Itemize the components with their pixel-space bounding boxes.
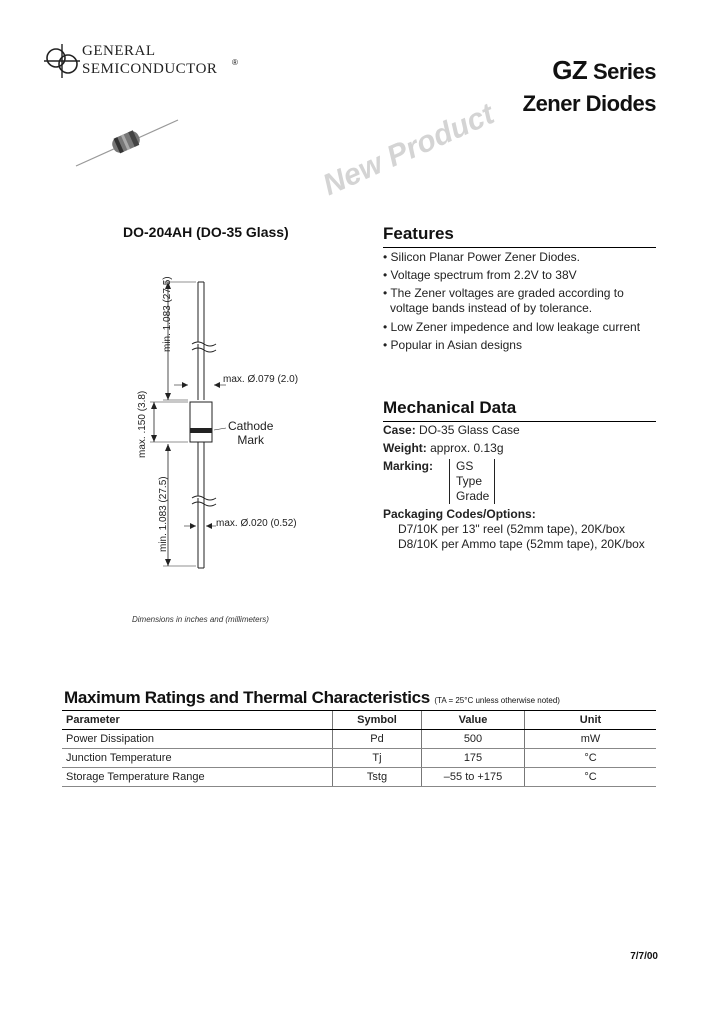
logo-line-2: SEMICONDUCTOR (82, 61, 218, 77)
series-prefix: GZ (552, 55, 588, 85)
ratings-title: Maximum Ratings and Thermal Characteristics (TA = 25°C unless otherwise noted) (64, 688, 560, 707)
marking-row: Marking: GS Type Grade (383, 459, 683, 503)
dimensions-note: Dimensions in inches and (millimeters) (132, 615, 269, 624)
cathode-mark-label (228, 419, 273, 447)
packaging-row: Packaging Codes/Options: D7/10K per 13" reel (52mm tape), 20K/box D8/10K per Ammo tape (52mm tape), 20K/box (383, 507, 683, 552)
cell-value: 500 (422, 730, 525, 749)
table-row (62, 730, 656, 749)
logo-line-1: GENERAL (82, 43, 156, 59)
marking-line: Grade (456, 489, 490, 503)
header-parameter: Parameter (62, 711, 333, 730)
cell-parameter: Power Dissipation (62, 730, 333, 749)
dim-body-diameter: max. Ø.079 (2.0) (223, 374, 299, 385)
packaging-line: D7/10K per 13" reel (52mm tape), 20K/box (398, 522, 626, 536)
header-symbol: Symbol (333, 711, 422, 730)
feature-item: • Popular in Asian designs (383, 338, 522, 352)
feature-item: • The Zener voltages are graded according to voltage bands instead of by tolerance. (383, 286, 624, 315)
registered-mark: ® (232, 58, 238, 67)
cell-unit: °C (525, 749, 657, 768)
cell-value: 175 (422, 749, 525, 768)
features-title: Features (383, 224, 656, 248)
ratings-table (62, 710, 656, 787)
cathode-label-line2: Mark (237, 433, 265, 447)
page-subtitle: Zener Diodes (522, 91, 656, 116)
features-list (383, 250, 673, 353)
cell-unit: mW (525, 730, 657, 749)
feature-item: • Voltage spectrum from 2.2V to 38V (383, 268, 577, 282)
table-row (62, 749, 656, 768)
table-header-row (62, 711, 656, 730)
table-row (62, 768, 656, 787)
header-value: Value (422, 711, 525, 730)
feature-item: • Low Zener impedence and low leakage current (383, 320, 641, 334)
logo-mark-icon (42, 40, 82, 82)
company-logo (42, 40, 242, 82)
cell-value: –55 to +175 (422, 768, 525, 787)
cell-parameter: Storage Temperature Range (62, 768, 333, 787)
cathode-label-line1: Cathode (228, 419, 274, 433)
header-unit: Unit (525, 711, 657, 730)
packaging-line: D8/10K per Ammo tape (52mm tape), 20K/box (398, 537, 645, 551)
cell-symbol: Tj (333, 749, 422, 768)
dim-lead-diameter: max. Ø.020 (0.52) (216, 518, 297, 529)
mechanical-data (383, 423, 683, 552)
feature-item: • Silicon Planar Power Zener Diodes. (383, 250, 580, 264)
cell-symbol: Pd (333, 730, 422, 749)
cell-symbol: Tstg (333, 768, 422, 787)
marking-line: GS (456, 459, 474, 473)
cell-unit: °C (525, 768, 657, 787)
dim-lead-length-bottom: min. 1.083 (27.5) (158, 476, 169, 552)
case-row: Case: DO-35 Glass Case (383, 423, 520, 437)
revision-date: 7/7/00 (630, 951, 658, 962)
series-word: Series (592, 59, 656, 84)
package-title: DO-204AH (DO-35 Glass) (123, 224, 289, 240)
mechanical-data-title: Mechanical Data (383, 398, 656, 422)
dim-body-length: max. .150 (3.8) (137, 390, 148, 458)
dim-lead-length-top: min. 1.083 (27.5) (162, 276, 173, 352)
marking-line: Type (456, 474, 483, 488)
cell-parameter: Junction Temperature (62, 749, 333, 768)
ratings-note: (TA = 25°C unless otherwise noted) (434, 696, 560, 705)
diode-photo (72, 112, 182, 172)
series-title (552, 55, 656, 86)
new-product-watermark: New Product (318, 97, 499, 203)
weight-row: Weight: approx. 0.13g (383, 441, 504, 455)
